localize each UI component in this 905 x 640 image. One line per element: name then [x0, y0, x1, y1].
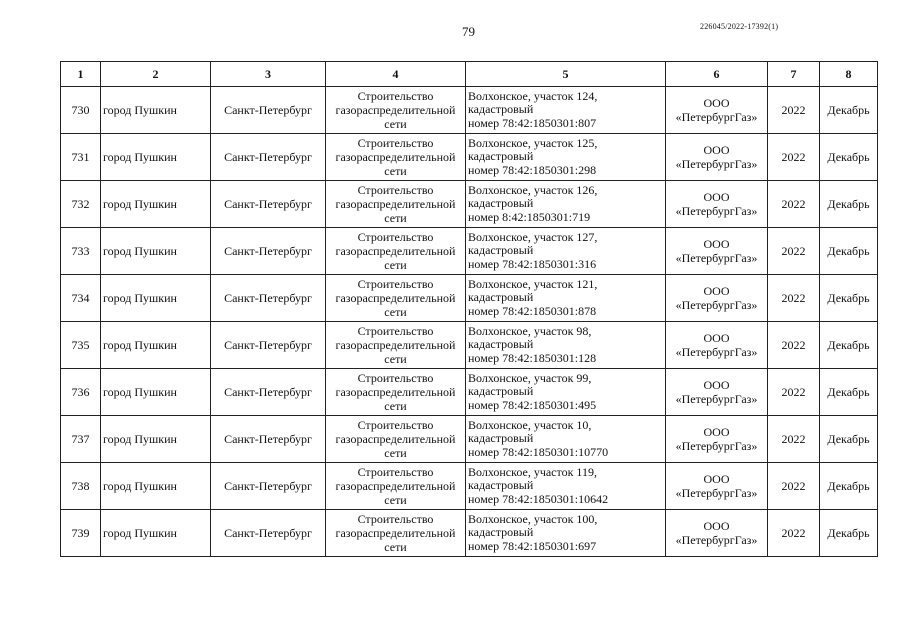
- document-code: 226045/2022-17392(1): [700, 22, 779, 31]
- table-row: [61, 87, 878, 134]
- place-cell: [101, 369, 211, 416]
- row-number-cell: [61, 416, 101, 463]
- place-cell: [101, 134, 211, 181]
- year-cell: [768, 322, 820, 369]
- table-row: [61, 275, 878, 322]
- month-cell: [820, 510, 878, 557]
- region-text: Санкт-Петербург: [224, 526, 312, 540]
- row-number: 738: [71, 479, 90, 493]
- purpose-cell: [326, 369, 466, 416]
- purpose-text: Строительство газораспределительной сети: [335, 136, 456, 178]
- row-number: 732: [71, 197, 90, 211]
- row-number-cell: [61, 510, 101, 557]
- organization-name: «ПетербургГаз»: [675, 533, 758, 547]
- purpose-cell: [326, 322, 466, 369]
- year-cell: [768, 134, 820, 181]
- row-number-cell: [61, 228, 101, 275]
- row-number: 735: [71, 338, 90, 352]
- address-cell: [466, 134, 666, 181]
- region-cell: [211, 510, 326, 557]
- purpose-text: Строительство газораспределительной сети: [335, 89, 456, 131]
- month-cell: [820, 275, 878, 322]
- row-number-cell: [61, 134, 101, 181]
- month-text: Декабрь: [827, 432, 870, 446]
- register-table: [60, 61, 878, 557]
- address-cell: [466, 275, 666, 322]
- month-cell: [820, 228, 878, 275]
- address-line: Волхонское, участок 100,: [468, 511, 598, 526]
- organization-name: «ПетербургГаз»: [675, 486, 758, 500]
- year-text: 2022: [781, 197, 806, 211]
- organization-form: ООО: [703, 331, 730, 345]
- month-cell: [820, 463, 878, 510]
- address-line: кадастровый: [468, 243, 534, 258]
- row-number-cell: [61, 87, 101, 134]
- place-cell: [101, 463, 211, 510]
- row-number: 731: [71, 150, 90, 164]
- region-cell: [211, 181, 326, 228]
- purpose-cell: [326, 228, 466, 275]
- place-text: город Пушкин: [103, 150, 177, 164]
- region-cell: [211, 369, 326, 416]
- address-line: кадастровый: [468, 525, 534, 540]
- place-cell: [101, 181, 211, 228]
- place-cell: [101, 416, 211, 463]
- column-header: 4: [326, 62, 466, 87]
- address-line: номер 78:42:1850301:495: [468, 397, 597, 412]
- address-line: Волхонское, участок 121,: [468, 276, 598, 291]
- year-cell: [768, 369, 820, 416]
- organization-cell: [666, 275, 768, 322]
- address-line: кадастровый: [468, 149, 534, 164]
- address-line: Волхонское, участок 119,: [468, 464, 597, 479]
- purpose-cell: [326, 87, 466, 134]
- month-cell: [820, 87, 878, 134]
- organization-form: ООО: [703, 237, 730, 251]
- organization-form: ООО: [703, 472, 730, 486]
- organization-cell: [666, 228, 768, 275]
- region-text: Санкт-Петербург: [224, 338, 312, 352]
- table-row: [61, 322, 878, 369]
- table-row: [61, 228, 878, 275]
- address-line: номер 8:42:1850301:719: [468, 209, 591, 224]
- table-row: [61, 463, 878, 510]
- organization-name: «ПетербургГаз»: [675, 110, 758, 124]
- row-number: 736: [71, 385, 90, 399]
- year-text: 2022: [781, 385, 806, 399]
- address-line: кадастровый: [468, 290, 534, 305]
- row-number-cell: [61, 275, 101, 322]
- organization-form: ООО: [703, 284, 730, 298]
- organization-form: ООО: [703, 519, 730, 533]
- purpose-text: Строительство газораспределительной сети: [335, 230, 456, 272]
- place-cell: [101, 510, 211, 557]
- place-cell: [101, 87, 211, 134]
- region-text: Санкт-Петербург: [224, 150, 312, 164]
- place-text: город Пушкин: [103, 479, 177, 493]
- address-line: номер 78:42:1850301:316: [468, 256, 597, 271]
- year-cell: [768, 463, 820, 510]
- address-line: кадастровый: [468, 384, 534, 399]
- year-cell: [768, 87, 820, 134]
- row-number: 733: [71, 244, 90, 258]
- year-cell: [768, 275, 820, 322]
- purpose-cell: [326, 510, 466, 557]
- region-cell: [211, 416, 326, 463]
- purpose-text: Строительство газораспределительной сети: [335, 418, 456, 460]
- address-line: кадастровый: [468, 102, 534, 117]
- organization-name: «ПетербургГаз»: [675, 204, 758, 218]
- place-text: город Пушкин: [103, 197, 177, 211]
- month-text: Декабрь: [827, 197, 870, 211]
- region-text: Санкт-Петербург: [224, 197, 312, 211]
- column-header: 1: [61, 62, 101, 87]
- month-cell: [820, 322, 878, 369]
- month-text: Декабрь: [827, 385, 870, 399]
- purpose-text: Строительство газораспределительной сети: [335, 277, 456, 319]
- region-text: Санкт-Петербург: [224, 291, 312, 305]
- address-line: номер 78:42:1850301:807: [468, 115, 597, 130]
- purpose-cell: [326, 275, 466, 322]
- organization-cell: [666, 463, 768, 510]
- year-text: 2022: [781, 244, 806, 258]
- region-text: Санкт-Петербург: [224, 385, 312, 399]
- place-cell: [101, 322, 211, 369]
- month-text: Декабрь: [827, 291, 870, 305]
- address-line: номер 78:42:1850301:10770: [468, 444, 609, 459]
- purpose-text: Строительство газораспределительной сети: [335, 324, 456, 366]
- organization-name: «ПетербургГаз»: [675, 251, 758, 265]
- row-number: 730: [71, 103, 90, 117]
- organization-cell: [666, 416, 768, 463]
- year-text: 2022: [781, 338, 806, 352]
- month-text: Декабрь: [827, 338, 870, 352]
- purpose-cell: [326, 416, 466, 463]
- page-number: 79: [462, 24, 475, 39]
- address-line: Волхонское, участок 98,: [468, 323, 592, 338]
- month-cell: [820, 369, 878, 416]
- purpose-text: Строительство газораспределительной сети: [335, 465, 456, 507]
- organization-cell: [666, 369, 768, 416]
- address-line: номер 78:42:1850301:298: [468, 162, 597, 177]
- region-text: Санкт-Петербург: [224, 103, 312, 117]
- address-line: Волхонское, участок 10,: [468, 417, 592, 432]
- address-cell: [466, 322, 666, 369]
- address-line: Волхонское, участок 127,: [468, 229, 598, 244]
- table-row: [61, 510, 878, 557]
- row-number: 734: [71, 291, 90, 305]
- organization-form: ООО: [703, 96, 730, 110]
- year-text: 2022: [781, 479, 806, 493]
- row-number: 737: [71, 432, 90, 446]
- table-row: [61, 369, 878, 416]
- month-text: Декабрь: [827, 244, 870, 258]
- organization-cell: [666, 87, 768, 134]
- address-line: Волхонское, участок 126,: [468, 182, 598, 197]
- table-row: [61, 181, 878, 228]
- month-text: Декабрь: [827, 150, 870, 164]
- address-line: кадастровый: [468, 478, 534, 493]
- year-text: 2022: [781, 526, 806, 540]
- month-text: Декабрь: [827, 526, 870, 540]
- column-header: 5: [466, 62, 666, 87]
- column-header: 7: [768, 62, 820, 87]
- row-number-cell: [61, 322, 101, 369]
- month-cell: [820, 134, 878, 181]
- purpose-cell: [326, 463, 466, 510]
- address-cell: [466, 416, 666, 463]
- region-cell: [211, 228, 326, 275]
- address-line: номер 78:42:1850301:128: [468, 350, 597, 365]
- address-line: номер 78:42:1850301:878: [468, 303, 597, 318]
- address-cell: [466, 87, 666, 134]
- table-row: [61, 134, 878, 181]
- address-line: номер 78:42:1850301:697: [468, 538, 597, 553]
- column-header: 6: [666, 62, 768, 87]
- column-header: 2: [101, 62, 211, 87]
- address-cell: [466, 369, 666, 416]
- organization-form: ООО: [703, 378, 730, 392]
- row-number-cell: [61, 463, 101, 510]
- purpose-cell: [326, 134, 466, 181]
- purpose-text: Строительство газораспределительной сети: [335, 183, 456, 225]
- column-header: 3: [211, 62, 326, 87]
- header-row: [61, 62, 878, 87]
- year-cell: [768, 228, 820, 275]
- place-cell: [101, 228, 211, 275]
- region-cell: [211, 87, 326, 134]
- year-text: 2022: [781, 432, 806, 446]
- address-line: Волхонское, участок 125,: [468, 135, 598, 150]
- column-header: 8: [820, 62, 878, 87]
- address-line: кадастровый: [468, 337, 534, 352]
- year-text: 2022: [781, 103, 806, 117]
- row-number-cell: [61, 181, 101, 228]
- address-line: Волхонское, участок 99,: [468, 370, 592, 385]
- purpose-text: Строительство газораспределительной сети: [335, 512, 456, 554]
- purpose-text: Строительство газораспределительной сети: [335, 371, 456, 413]
- organization-cell: [666, 134, 768, 181]
- place-text: город Пушкин: [103, 385, 177, 399]
- organization-name: «ПетербургГаз»: [675, 439, 758, 453]
- region-cell: [211, 463, 326, 510]
- region-cell: [211, 322, 326, 369]
- place-text: город Пушкин: [103, 291, 177, 305]
- organization-cell: [666, 510, 768, 557]
- month-text: Декабрь: [827, 103, 870, 117]
- year-cell: [768, 416, 820, 463]
- table-body: [61, 87, 878, 557]
- address-cell: [466, 463, 666, 510]
- table-row: [61, 416, 878, 463]
- address-line: кадастровый: [468, 431, 534, 446]
- organization-form: ООО: [703, 190, 730, 204]
- address-line: Волхонское, участок 124,: [468, 88, 598, 103]
- place-text: город Пушкин: [103, 103, 177, 117]
- row-number: 739: [71, 526, 90, 540]
- year-cell: [768, 181, 820, 228]
- purpose-cell: [326, 181, 466, 228]
- region-cell: [211, 134, 326, 181]
- month-cell: [820, 416, 878, 463]
- organization-cell: [666, 322, 768, 369]
- region-text: Санкт-Петербург: [224, 244, 312, 258]
- address-line: номер 78:42:1850301:10642: [468, 491, 609, 506]
- year-text: 2022: [781, 291, 806, 305]
- year-cell: [768, 510, 820, 557]
- year-text: 2022: [781, 150, 806, 164]
- address-cell: [466, 228, 666, 275]
- organization-name: «ПетербургГаз»: [675, 345, 758, 359]
- organization-cell: [666, 181, 768, 228]
- address-cell: [466, 510, 666, 557]
- month-text: Декабрь: [827, 479, 870, 493]
- region-cell: [211, 275, 326, 322]
- region-text: Санкт-Петербург: [224, 479, 312, 493]
- row-number-cell: [61, 369, 101, 416]
- organization-name: «ПетербургГаз»: [675, 298, 758, 312]
- place-text: город Пушкин: [103, 338, 177, 352]
- organization-name: «ПетербургГаз»: [675, 392, 758, 406]
- organization-form: ООО: [703, 425, 730, 439]
- address-cell: [466, 181, 666, 228]
- place-text: город Пушкин: [103, 244, 177, 258]
- region-text: Санкт-Петербург: [224, 432, 312, 446]
- organization-form: ООО: [703, 143, 730, 157]
- place-text: город Пушкин: [103, 432, 177, 446]
- address-line: кадастровый: [468, 196, 534, 211]
- month-cell: [820, 181, 878, 228]
- place-cell: [101, 275, 211, 322]
- organization-name: «ПетербургГаз»: [675, 157, 758, 171]
- place-text: город Пушкин: [103, 526, 177, 540]
